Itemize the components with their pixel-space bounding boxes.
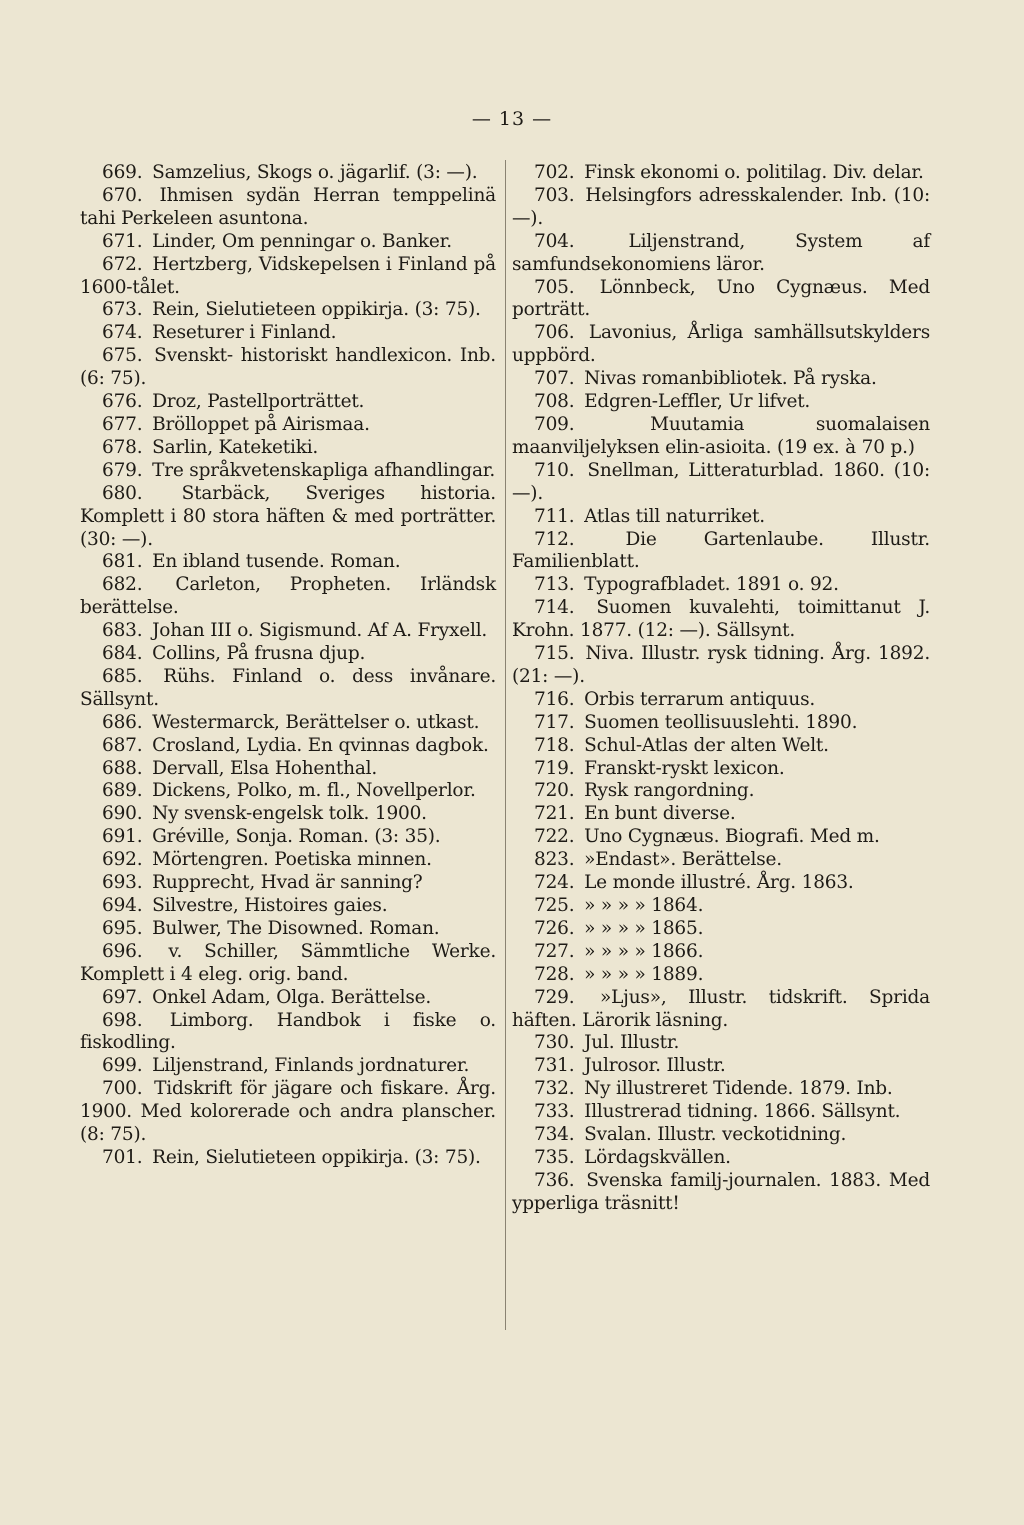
catalog-entry [80, 1147, 496, 1170]
entry-text: En bunt diverse. [584, 803, 736, 825]
catalog-entry [512, 987, 930, 1033]
entry-number: 703. [534, 184, 575, 206]
entry-text: Ny svensk-engelsk tolk. 1900. [152, 803, 427, 825]
entry-text: » » » » 1864. [584, 895, 704, 916]
catalog-entry [80, 322, 496, 345]
entry-number: 710. [534, 459, 575, 481]
entry-number: 715. [534, 643, 575, 665]
entry-text: Tidskrift för jägare och fiskare. Årg. 1900. Med kolorerade och andra planscher. (8: 75). [80, 1078, 496, 1146]
entry-text: Nivas romanbibliotek. På ryska. [584, 368, 877, 390]
entry-number: 689. [102, 780, 143, 802]
catalog-entry [512, 1124, 930, 1147]
catalog-entry [80, 758, 496, 781]
catalog-entry [80, 345, 496, 391]
catalog-entry [80, 414, 496, 437]
catalog-entry [512, 368, 930, 391]
entry-text: Lavonius, Årliga samhällsutskylders uppbörd. [512, 322, 930, 367]
entry-text: »Ljus», Illustr. tidskrift. Sprida häften. Lärorik läsning. [512, 986, 931, 1031]
entry-number: 729. [534, 986, 575, 1008]
entry-text: Rein, Sielutieteen oppikirja. (3: 75). [152, 299, 481, 321]
catalog-entry [512, 849, 930, 872]
entry-text: Helsingfors adresskalender. Inb. (10: —). [512, 184, 930, 229]
entry-text: Linder, Om penningar o. Banker. [152, 230, 452, 252]
entry-number: 682. [102, 574, 143, 596]
catalog-entry [512, 1032, 930, 1055]
entry-number: 722. [534, 826, 575, 848]
entry-number: 735. [534, 1146, 575, 1168]
left-column [80, 162, 496, 1170]
catalog-entry [512, 872, 930, 895]
entry-text: Onkel Adam, Olga. Berättelse. [152, 986, 432, 1008]
entry-number: 726. [534, 917, 575, 939]
entry-number: 673. [102, 299, 143, 321]
catalog-entry [512, 758, 930, 781]
entry-text: » » » » 1889. [584, 963, 704, 985]
entry-text: Samzelius, Skogs o. jägarlif. (3: —). [152, 162, 478, 183]
entry-text: Dickens, Polko, m. fl., Novellperlor. [152, 780, 476, 802]
entry-text: Lördagskvällen. [584, 1146, 731, 1168]
catalog-entry [80, 162, 496, 185]
entry-number: 679. [102, 459, 143, 481]
entry-number: 694. [102, 895, 143, 916]
catalog-entry [512, 689, 930, 712]
entry-text: Julrosor. Illustr. [584, 1055, 726, 1077]
entry-number: 671. [102, 230, 143, 252]
entry-text: Svenska familj-journalen. 1883. Med ypperliga träsnitt! [512, 1169, 930, 1214]
entry-text: » » » » 1865. [584, 917, 704, 939]
entry-number: 684. [102, 643, 143, 665]
entry-text: Westermarck, Berättelser o. utkast. [152, 711, 480, 733]
catalog-entry [512, 414, 930, 460]
catalog-entry [512, 597, 930, 643]
entry-number: 736. [534, 1169, 575, 1191]
entry-number: 697. [102, 986, 143, 1008]
catalog-entry [80, 643, 496, 666]
entry-text: Droz, Pastellporträttet. [152, 391, 365, 413]
entry-number: 734. [534, 1124, 575, 1146]
entry-text: Snellman, Litteraturblad. 1860. (10: —). [512, 459, 930, 504]
entry-text: Svenskt- historiskt handlexicon. Inb. (6: 75). [80, 345, 496, 390]
catalog-entry [80, 620, 496, 643]
page-number: — 13 — [471, 108, 553, 130]
catalog-entry [512, 277, 930, 323]
entry-number: 727. [534, 940, 575, 962]
entry-text: Silvestre, Histoires gaies. [152, 895, 388, 916]
entry-number: 728. [534, 963, 575, 985]
catalog-entry [80, 895, 496, 918]
entry-text: Rysk rangordning. [584, 780, 755, 802]
entry-number: 678. [102, 436, 143, 458]
entry-number: 718. [534, 734, 575, 756]
entry-text: Orbis terrarum antiquus. [584, 688, 816, 710]
catalog-entry [512, 231, 930, 277]
entry-number: 713. [534, 574, 575, 596]
entry-number: 705. [534, 276, 575, 298]
entry-text: Finsk ekonomi o. politilag. Div. delar. [584, 162, 924, 183]
catalog-entry [80, 666, 496, 712]
catalog-entry [80, 391, 496, 414]
entry-number: 724. [534, 872, 575, 894]
catalog-entry [80, 987, 496, 1010]
catalog-entry [512, 1055, 930, 1078]
catalog-entry [512, 1078, 930, 1101]
entry-text: Mörtengren. Poetiska minnen. [152, 849, 432, 871]
entry-text: Svalan. Illustr. veckotidning. [584, 1124, 847, 1146]
entry-number: 700. [102, 1078, 143, 1100]
catalog-entry [512, 780, 930, 803]
entry-text: Collins, På frusna djup. [152, 643, 366, 665]
catalog-entry [512, 643, 930, 689]
catalog-entry [512, 460, 930, 506]
entry-text: Starbäck, Sveriges historia. Komplett i 80 stora häften & med porträtter. (30: —). [80, 482, 496, 550]
entry-number: 698. [102, 1009, 143, 1031]
entry-number: 732. [534, 1078, 575, 1100]
entry-number: 687. [102, 734, 143, 756]
entry-text: Uno Cygnæus. Biografi. Med m. [584, 826, 880, 848]
entry-number: 693. [102, 872, 143, 894]
entry-number: 690. [102, 803, 143, 825]
entry-text: Le monde illustré. Årg. 1863. [584, 872, 854, 894]
entry-text: Rupprecht, Hvad är sanning? [152, 872, 423, 894]
catalog-entry [512, 185, 930, 231]
entry-text: En ibland tusende. Roman. [152, 551, 401, 573]
entry-number: 707. [534, 368, 575, 390]
entry-text: » » » » 1866. [584, 940, 704, 962]
catalog-entry [512, 712, 930, 735]
entry-text: Sarlin, Kateketiki. [152, 436, 319, 458]
catalog-entry [512, 322, 930, 368]
catalog-entry [512, 895, 930, 918]
entry-number: 683. [102, 620, 143, 642]
entry-number: 681. [102, 551, 143, 573]
entry-text: Ny illustreret Tidende. 1879. Inb. [584, 1078, 893, 1100]
catalog-entry [80, 460, 496, 483]
catalog-entry [512, 391, 930, 414]
catalog-entry [80, 735, 496, 758]
entry-text: Ihmisen sydän Herran temppelinä tahi Perkeleen asuntona. [80, 184, 496, 229]
catalog-entry [80, 826, 496, 849]
entry-text: Typografbladet. 1891 o. 92. [584, 574, 839, 596]
entry-text: Illustrerad tidning. 1866. Sällsynt. [584, 1101, 901, 1123]
entry-text: Hertzberg, Vidskepelsen i Finland på 1600-tålet. [80, 253, 496, 298]
catalog-entry [80, 849, 496, 872]
entry-text: Muutamia suomalaisen maanviljelyksen elin-asioita. (19 ex. à 70 p.) [512, 413, 930, 458]
catalog-entry [80, 299, 496, 322]
catalog-entry [80, 254, 496, 300]
column-divider [505, 160, 506, 1330]
entry-text: Suomen teollisuuslehti. 1890. [584, 711, 858, 733]
entry-number: 712. [534, 528, 575, 550]
entry-number: 701. [102, 1146, 143, 1168]
entry-number: 719. [534, 757, 575, 779]
entry-number: 670. [102, 184, 143, 206]
entry-text: v. Schiller, Sämmtliche Werke. Komplett i 4 eleg. orig. band. [80, 940, 496, 985]
catalog-entry [512, 1170, 930, 1216]
catalog-entry [80, 1078, 496, 1147]
catalog-entry [512, 941, 930, 964]
right-column [512, 162, 930, 1216]
catalog-entry [80, 780, 496, 803]
entry-number: 711. [534, 505, 575, 527]
catalog-entry [80, 551, 496, 574]
catalog-entry [512, 803, 930, 826]
entry-number: 674. [102, 322, 143, 344]
catalog-entry [512, 1101, 930, 1124]
catalog-entry [80, 574, 496, 620]
entry-number: 669. [102, 162, 143, 183]
entry-text: Liljenstrand, Finlands jordnaturer. [152, 1055, 470, 1077]
entry-text: Tre språkvetenskapliga afhandlingar. [152, 459, 496, 481]
entry-number: 691. [102, 826, 143, 848]
entry-text: Crosland, Lydia. En qvinnas dagbok. [152, 734, 489, 756]
entry-text: Jul. Illustr. [584, 1032, 680, 1054]
entry-number: 709. [534, 413, 575, 435]
catalog-entry [512, 918, 930, 941]
entry-text: Gréville, Sonja. Roman. (3: 35). [152, 826, 441, 848]
entry-number: 672. [102, 253, 143, 275]
catalog-entry [80, 231, 496, 254]
catalog-entry [80, 483, 496, 552]
catalog-entry [80, 712, 496, 735]
entry-text: Atlas till naturriket. [584, 505, 765, 527]
catalog-entry [80, 1010, 496, 1056]
entry-number: 704. [534, 230, 575, 252]
entry-number: 702. [534, 162, 575, 183]
catalog-entry [512, 162, 930, 185]
catalog-entry [80, 872, 496, 895]
entry-number: 686. [102, 711, 143, 733]
catalog-entry [80, 1055, 496, 1078]
entry-text: Reseturer i Finland. [152, 322, 337, 344]
entry-text: Bulwer, The Disowned. Roman. [152, 917, 440, 939]
catalog-entry [80, 941, 496, 987]
entry-number: 696. [102, 940, 143, 962]
catalog-entry [80, 185, 496, 231]
catalog-entry [512, 506, 930, 529]
entry-text: Franskt-ryskt lexicon. [584, 757, 785, 779]
entry-number: 675. [102, 345, 143, 367]
entry-text: Brölloppet på Airismaa. [152, 413, 370, 435]
catalog-entry [512, 826, 930, 849]
entry-number: 677. [102, 413, 143, 435]
entry-number: 708. [534, 391, 575, 413]
entry-text: Johan III o. Sigismund. Af A. Fryxell. [152, 620, 488, 642]
catalog-entry [512, 735, 930, 758]
entry-number: 714. [534, 597, 575, 619]
entry-number: 720. [534, 780, 575, 802]
catalog-entry [512, 1147, 930, 1170]
entry-number: 699. [102, 1055, 143, 1077]
entry-text: Suomen kuvalehti, toimittanut J. Krohn. 1877. (12: —). Sällsynt. [512, 597, 930, 642]
entry-text: »Endast». Berättelse. [584, 849, 782, 871]
entry-number: 716. [534, 688, 575, 710]
entry-text: Die Gartenlaube. Illustr. Familienblatt. [512, 528, 930, 573]
entry-number: 721. [534, 803, 575, 825]
entry-number: 725. [534, 895, 575, 916]
catalog-entry [512, 529, 930, 575]
entry-number: 685. [102, 665, 143, 687]
entry-number: 706. [534, 322, 575, 344]
entry-text: Rühs. Finland o. dess invånare. Sällsynt. [80, 665, 497, 710]
catalog-entry [512, 964, 930, 987]
entry-number: 692. [102, 849, 143, 871]
entry-text: Edgren-Leffler, Ur lifvet. [584, 391, 811, 413]
catalog-entry [80, 803, 496, 826]
entry-text: Dervall, Elsa Hohenthal. [152, 757, 378, 779]
entry-text: Liljenstrand, System af samfundsekonomiens läror. [512, 230, 930, 275]
entry-number: 730. [534, 1032, 575, 1054]
entry-number: 695. [102, 917, 143, 939]
entry-text: Lönnbeck, Uno Cygnæus. Med porträtt. [512, 276, 931, 321]
entry-text: Rein, Sielutieteen oppikirja. (3: 75). [152, 1146, 481, 1168]
catalog-entry [80, 437, 496, 460]
entry-text: Schul-Atlas der alten Welt. [584, 734, 829, 756]
entry-number: 676. [102, 391, 143, 413]
entry-number: 688. [102, 757, 143, 779]
catalog-entry [512, 574, 930, 597]
entry-text: Niva. Illustr. rysk tidning. Årg. 1892. (21: —). [512, 643, 931, 687]
entry-number: 717. [534, 711, 575, 733]
entry-number: 680. [102, 482, 143, 504]
entry-number: 733. [534, 1101, 575, 1123]
entry-text: Carleton, Propheten. Irländsk berättelse. [80, 574, 496, 619]
entry-number: 731. [534, 1055, 575, 1077]
entry-text: Limborg. Handbok i fiske o. fiskodling. [80, 1009, 496, 1054]
entry-number: 823. [534, 849, 575, 871]
catalog-entry [80, 918, 496, 941]
